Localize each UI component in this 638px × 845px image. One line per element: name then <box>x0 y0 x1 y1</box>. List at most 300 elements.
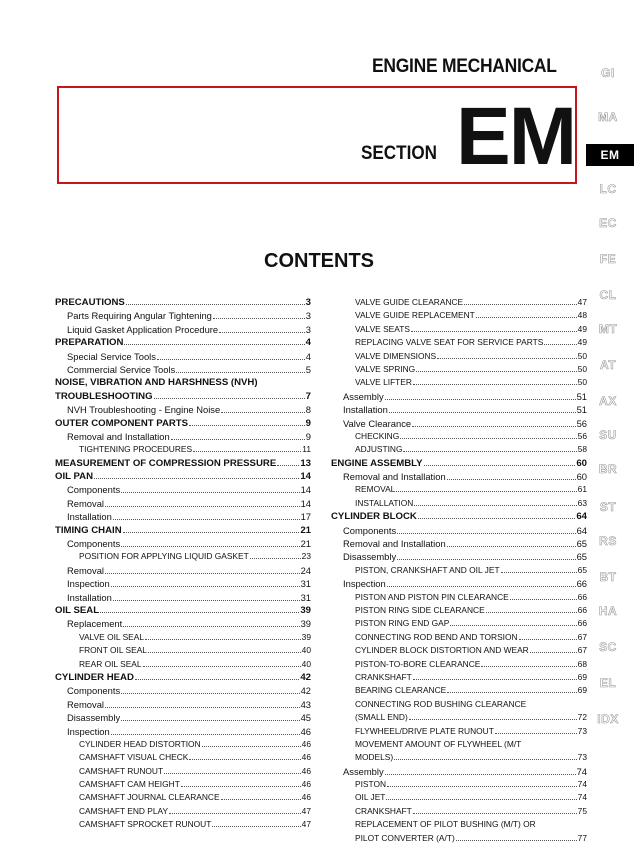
toc-entry-title: Removal <box>67 497 104 509</box>
toc-entry-page: 4 <box>305 337 311 349</box>
toc-entry-page: 49 <box>577 323 587 334</box>
toc-entry-title: Valve Clearance <box>343 417 412 429</box>
dot-leader <box>447 684 576 693</box>
dot-leader <box>164 765 301 774</box>
dot-leader <box>123 618 299 627</box>
toc-column-right <box>331 296 587 845</box>
toc-entry[interactable] <box>331 591 587 604</box>
toc-entry-page: 65 <box>576 551 587 563</box>
toc-entry[interactable] <box>331 524 587 537</box>
toc-entry-title: REMOVAL <box>355 484 396 495</box>
toc-entry[interactable] <box>55 658 311 671</box>
dot-leader <box>437 350 577 359</box>
dot-leader <box>113 511 300 520</box>
dot-leader <box>447 538 576 547</box>
toc-entry-page: 46 <box>301 752 311 763</box>
tab-gi[interactable]: GI <box>601 66 615 80</box>
tab-ha[interactable]: HA <box>598 604 618 618</box>
toc-entry-title: INSTALLATION <box>355 497 414 508</box>
toc-entry-page: 50 <box>577 350 587 361</box>
tab-el[interactable]: EL <box>599 676 617 690</box>
toc-entry-title: Installation <box>343 404 388 416</box>
dot-leader <box>413 671 577 680</box>
dot-leader <box>171 431 305 440</box>
toc-entry[interactable] <box>331 738 587 751</box>
toc-entry[interactable] <box>55 550 311 563</box>
toc-entry-page: 75 <box>577 805 587 816</box>
dot-leader <box>486 604 577 613</box>
toc-entry[interactable] <box>331 363 587 376</box>
toc-entry[interactable] <box>331 376 587 389</box>
toc-column-left <box>55 296 311 832</box>
toc-entry-page: 51 <box>576 404 587 416</box>
toc-entry[interactable] <box>55 604 311 617</box>
dot-leader <box>143 658 301 667</box>
toc-entry-page: 43 <box>300 698 311 710</box>
dot-leader <box>189 751 300 760</box>
toc-entry-title: VALVE SEATS <box>355 323 410 334</box>
tab-rs[interactable]: RS <box>599 534 617 548</box>
toc-entry-page: 46 <box>301 779 311 790</box>
toc-entry-page: 74 <box>576 765 587 777</box>
toc-entry-page: 4 <box>305 350 311 362</box>
dot-leader <box>450 617 576 626</box>
toc-entry[interactable] <box>55 591 311 604</box>
toc-entry-title: VALVE GUIDE REPLACEMENT <box>355 310 475 321</box>
toc-entry[interactable] <box>55 725 311 738</box>
toc-entry-title: CONNECTING ROD BUSHING CLEARANCE <box>355 698 527 709</box>
toc-entry[interactable] <box>55 805 311 818</box>
dot-leader <box>476 309 577 318</box>
toc-entry-page: 31 <box>300 578 311 590</box>
toc-entry-title: CYLINDER BLOCK DISTORTION AND WEAR <box>355 645 529 656</box>
toc-entry-title: Inspection <box>343 578 386 590</box>
toc-entry[interactable] <box>331 296 587 309</box>
toc-entry[interactable] <box>331 564 587 577</box>
dot-leader <box>181 778 301 787</box>
toc-entry-title: NVH Troubleshooting - Engine Noise <box>67 404 221 416</box>
toc-entry[interactable] <box>331 658 587 671</box>
toc-entry-page: 14 <box>300 484 311 496</box>
dot-leader <box>135 671 299 680</box>
toc-entry[interactable] <box>331 403 587 416</box>
tab-ax[interactable]: AX <box>599 394 617 408</box>
toc-entry-title: Liquid Gasket Application Procedure <box>67 323 219 335</box>
toc-entry-page: 46 <box>301 765 311 776</box>
toc-entry[interactable] <box>55 644 311 657</box>
manual-title: ENGINE MECHANICAL <box>372 56 557 77</box>
toc-entry-title: TIMING CHAIN <box>55 524 122 536</box>
dot-leader <box>510 591 577 600</box>
dot-leader <box>111 578 300 587</box>
toc-entry[interactable] <box>55 631 311 644</box>
toc-entry-title: VALVE LIFTER <box>355 377 412 388</box>
dot-leader <box>123 524 300 533</box>
toc-entry-page: 3 <box>305 310 311 322</box>
dot-leader <box>121 538 299 547</box>
tab-idx[interactable]: IDX <box>597 712 619 726</box>
dot-leader <box>145 631 301 640</box>
toc-entry-title: OIL PAN <box>55 471 94 483</box>
toc-entry-title: Disassembly <box>343 551 397 563</box>
dot-leader <box>148 644 301 653</box>
toc-entry[interactable] <box>55 443 311 456</box>
toc-entry[interactable] <box>331 443 587 456</box>
toc-entry[interactable] <box>55 363 311 376</box>
toc-entry-page: 39 <box>301 631 311 642</box>
toc-entry-title: OIL SEAL <box>55 604 100 616</box>
dot-leader <box>105 699 300 708</box>
toc-entry[interactable] <box>331 791 587 804</box>
toc-entry-page: 77 <box>577 832 587 843</box>
dot-leader <box>387 778 577 787</box>
toc-entry-page: 65 <box>577 564 587 575</box>
toc-entry[interactable] <box>55 323 311 336</box>
toc-entry-title: PISTON <box>355 779 387 790</box>
toc-entry-page: 8 <box>305 404 311 416</box>
toc-entry-page: 74 <box>577 779 587 790</box>
tab-su[interactable]: SU <box>599 428 617 442</box>
toc-entry[interactable] <box>55 510 311 523</box>
toc-entry[interactable] <box>55 350 311 363</box>
toc-entry-page: 64 <box>576 511 587 523</box>
toc-entry-title: ENGINE ASSEMBLY <box>331 457 423 469</box>
toc-entry-title: CYLINDER HEAD <box>55 671 134 683</box>
toc-entry-title: Removal and Installation <box>343 471 446 483</box>
toc-entry-page: 66 <box>576 578 587 590</box>
toc-entry[interactable] <box>331 604 587 617</box>
toc-entry[interactable] <box>55 738 311 751</box>
dot-leader <box>418 510 576 519</box>
dot-leader <box>397 551 575 560</box>
toc-entry-title: CAMSHAFT JOURNAL CLEARANCE <box>79 792 220 803</box>
dot-leader <box>219 324 305 333</box>
toc-entry[interactable] <box>55 524 311 537</box>
toc-entry[interactable] <box>55 577 311 590</box>
dot-leader <box>189 417 305 426</box>
toc-entry-page: 21 <box>300 524 311 536</box>
toc-entry[interactable] <box>55 818 311 831</box>
toc-entry-title: PISTON AND PISTON PIN CLEARANCE <box>355 591 509 602</box>
toc-entry-page: 66 <box>577 591 587 602</box>
toc-entry[interactable] <box>331 698 587 711</box>
tab-cl[interactable]: CL <box>599 288 617 302</box>
toc-entry-title: PISTON RING SIDE CLEARANCE <box>355 604 485 615</box>
toc-entry[interactable] <box>331 336 587 349</box>
toc-entry[interactable] <box>331 510 587 523</box>
toc-entry-page: 40 <box>301 645 311 656</box>
dot-leader <box>424 457 576 466</box>
toc-entry-page: 73 <box>577 752 587 763</box>
toc-entry-page: 58 <box>577 444 587 455</box>
toc-entry[interactable] <box>55 470 311 483</box>
toc-entry-title: Inspection <box>67 725 110 737</box>
toc-entry[interactable] <box>331 350 587 363</box>
toc-entry-title: CRANKSHAFT <box>355 805 412 816</box>
toc-entry[interactable] <box>331 323 587 336</box>
toc-entry-page: 68 <box>577 658 587 669</box>
toc-entry[interactable] <box>55 417 311 430</box>
toc-entry[interactable] <box>331 457 587 470</box>
dot-leader <box>105 565 300 574</box>
toc-entry-page: 48 <box>577 310 587 321</box>
contents-heading: CONTENTS <box>264 250 374 272</box>
toc-entry-page: 74 <box>577 792 587 803</box>
dot-leader <box>400 430 576 439</box>
dot-leader <box>397 525 575 534</box>
dot-leader <box>481 658 576 667</box>
toc-entry-title: PILOT CONVERTER (A/T) <box>355 832 455 843</box>
toc-entry-title: CONNECTING ROD BEND AND TORSION <box>355 631 518 642</box>
toc-entry-title: MOVEMENT AMOUNT OF FLYWHEEL (M/T <box>355 738 522 749</box>
toc-entry-title: MODELS) <box>355 752 394 763</box>
toc-entry-page: 14 <box>300 497 311 509</box>
toc-entry[interactable] <box>55 751 311 764</box>
toc-entry-title: Removal and Installation <box>343 538 446 550</box>
toc-entry-page: 61 <box>577 484 587 495</box>
toc-entry-title: MEASUREMENT OF COMPRESSION PRESSURE <box>55 457 277 469</box>
toc-entry[interactable] <box>331 778 587 791</box>
toc-entry-page: 60 <box>576 471 587 483</box>
tab-bt[interactable]: BT <box>599 570 617 584</box>
toc-entry[interactable] <box>55 336 311 349</box>
toc-entry[interactable] <box>331 818 587 831</box>
toc-entry[interactable] <box>331 537 587 550</box>
toc-entry-title: Components <box>67 538 121 550</box>
toc-entry-page: 47 <box>301 805 311 816</box>
tab-ma[interactable]: MA <box>598 110 618 124</box>
section-code: EM <box>456 91 575 182</box>
tab-mt[interactable]: MT <box>598 322 618 336</box>
tab-st[interactable]: ST <box>599 500 617 514</box>
toc-entry[interactable] <box>55 390 311 403</box>
toc-entry[interactable] <box>55 671 311 684</box>
toc-entry[interactable] <box>55 457 311 470</box>
toc-entry-page: 3 <box>305 297 311 308</box>
toc-entry-title: BEARING CLEARANCE <box>355 685 447 696</box>
toc-entry[interactable] <box>55 778 311 791</box>
toc-entry-title: VALVE DIMENSIONS <box>355 350 437 361</box>
dot-leader <box>126 296 305 305</box>
toc-entry-page: 64 <box>576 524 587 536</box>
toc-entry-page: 66 <box>577 604 587 615</box>
dot-leader <box>447 471 576 480</box>
toc-entry[interactable] <box>55 684 311 697</box>
toc-entry-title: PISTON-TO-BORE CLEARANCE <box>355 658 481 669</box>
dot-leader <box>385 766 576 775</box>
toc-entry-title: VALVE OIL SEAL <box>79 631 145 642</box>
toc-entry[interactable] <box>331 805 587 818</box>
toc-entry-title: CYLINDER HEAD DISTORTION <box>79 738 201 749</box>
toc-entry-page: 60 <box>576 457 587 469</box>
toc-entry[interactable] <box>331 309 587 322</box>
toc-entry-page: 69 <box>577 671 587 682</box>
toc-entry-page: 47 <box>577 297 587 307</box>
toc-entry-title: Special Service Tools <box>67 350 156 362</box>
toc-entry-page: 65 <box>576 538 587 550</box>
toc-entry-title: Removal <box>67 564 104 576</box>
toc-entry[interactable] <box>331 644 587 657</box>
toc-entry[interactable] <box>331 671 587 684</box>
toc-entry-title: Disassembly <box>67 712 121 724</box>
toc-entry-page: 39 <box>300 618 311 630</box>
toc-entry-title: VALVE GUIDE CLEARANCE <box>355 297 464 307</box>
toc-entry-page: 69 <box>577 685 587 696</box>
dot-leader <box>464 296 577 305</box>
toc-entry[interactable] <box>55 483 311 496</box>
toc-entry-page: 39 <box>300 604 311 616</box>
dot-leader <box>121 712 299 721</box>
toc-entry[interactable] <box>55 617 311 630</box>
tab-ec[interactable]: EC <box>599 216 617 230</box>
toc-entry-title: NOISE, VIBRATION AND HARSHNESS (NVH) <box>55 377 258 389</box>
toc-entry[interactable] <box>55 537 311 550</box>
toc-entry-page: 3 <box>305 323 311 335</box>
tab-lc[interactable]: LC <box>599 182 617 196</box>
toc-entry-title: Components <box>67 685 121 697</box>
toc-entry-page: 50 <box>577 363 587 374</box>
toc-entry-title: OUTER COMPONENT PARTS <box>55 417 189 429</box>
toc-entry[interactable] <box>55 791 311 804</box>
toc-entry-page: 40 <box>301 658 311 669</box>
toc-entry[interactable] <box>55 296 311 309</box>
toc-entry-page: 56 <box>577 430 587 441</box>
toc-entry-title: POSITION FOR APPLYING LIQUID GASKET <box>79 551 249 562</box>
toc-entry-title: Assembly <box>343 765 384 777</box>
toc-entry-title: Removal and Installation <box>67 430 170 442</box>
toc-entry-page: 42 <box>300 685 311 697</box>
toc-entry-title: CAMSHAFT VISUAL CHECK <box>79 752 189 763</box>
toc-entry-title: CYLINDER BLOCK <box>331 511 417 523</box>
dot-leader <box>111 726 300 735</box>
toc-entry[interactable] <box>331 417 587 430</box>
toc-entry-page: 23 <box>301 551 311 562</box>
dot-leader <box>386 791 576 800</box>
toc-entry[interactable] <box>331 684 587 697</box>
toc-entry-title: REPLACING VALVE SEAT FOR SERVICE PARTS <box>355 337 544 348</box>
dot-leader <box>389 404 576 413</box>
toc-entry-page: 63 <box>577 497 587 508</box>
toc-entry-page: 42 <box>300 671 311 683</box>
toc-entry[interactable] <box>55 430 311 443</box>
toc-entry[interactable] <box>331 497 587 510</box>
toc-entry[interactable] <box>331 617 587 630</box>
dot-leader <box>409 711 577 720</box>
toc-entry-title: PREPARATION <box>55 337 124 349</box>
dot-leader <box>121 685 299 694</box>
dot-leader <box>176 364 305 373</box>
toc-entry[interactable] <box>331 711 587 724</box>
dot-leader <box>456 832 577 841</box>
dot-leader <box>113 592 300 601</box>
dot-leader <box>385 391 576 400</box>
toc-entry-title: Installation <box>67 511 112 523</box>
toc-entry-page: 46 <box>301 792 311 803</box>
dot-leader <box>495 725 577 734</box>
toc-entry[interactable] <box>55 698 311 711</box>
toc-entry[interactable] <box>331 430 587 443</box>
toc-entry[interactable] <box>55 309 311 322</box>
tab-em[interactable]: EM <box>586 144 634 166</box>
toc-entry-page: 46 <box>301 738 311 749</box>
dot-leader <box>416 363 576 372</box>
toc-entry-title: REAR OIL SEAL <box>79 658 142 669</box>
dot-leader <box>193 443 301 452</box>
toc-entry-title: TROUBLESHOOTING <box>55 390 153 402</box>
tab-at[interactable]: AT <box>599 358 617 372</box>
toc-entry[interactable] <box>55 711 311 724</box>
dot-leader <box>157 351 305 360</box>
toc-entry-title: Parts Requiring Angular Tightening <box>67 310 212 322</box>
dot-leader <box>94 470 299 479</box>
tab-br[interactable]: BR <box>598 462 618 476</box>
toc-entry[interactable] <box>331 483 587 496</box>
toc-entry-title: FLYWHEEL/DRIVE PLATE RUNOUT <box>355 725 494 736</box>
dot-leader <box>121 484 299 493</box>
dot-leader <box>221 404 305 413</box>
toc-entry[interactable] <box>331 550 587 563</box>
toc-entry-page: 7 <box>305 390 311 402</box>
toc-entry[interactable] <box>331 832 587 845</box>
dot-leader <box>413 805 577 814</box>
dot-leader <box>403 443 576 452</box>
toc-entry-title: OIL JET <box>355 792 386 803</box>
toc-entry[interactable] <box>331 631 587 644</box>
toc-entry-title: Replacement <box>67 618 123 630</box>
toc-entry-page: 47 <box>301 819 311 830</box>
dot-leader <box>519 631 577 640</box>
toc-entry[interactable] <box>331 765 587 778</box>
toc-entry-title: Removal <box>67 698 104 710</box>
toc-entry-page: 14 <box>300 471 311 483</box>
toc-entry-title: CAMSHAFT SPROCKET RUNOUT <box>79 819 212 830</box>
toc-entry[interactable] <box>55 497 311 510</box>
dot-leader <box>250 550 301 559</box>
dot-leader <box>414 497 576 506</box>
toc-entry-page: 17 <box>300 511 311 523</box>
toc-entry-page: 24 <box>300 564 311 576</box>
toc-entry[interactable] <box>331 470 587 483</box>
tab-fe[interactable]: FE <box>599 252 617 266</box>
toc-entry-title: TIGHTENING PROCEDURES <box>79 444 193 455</box>
toc-entry-page: 9 <box>305 417 311 429</box>
dot-leader <box>169 805 301 814</box>
toc-entry-page: 72 <box>577 712 587 723</box>
toc-entry[interactable] <box>55 403 311 416</box>
dot-leader <box>154 390 305 399</box>
dot-leader <box>411 323 577 332</box>
dot-leader <box>202 738 301 747</box>
toc-entry[interactable] <box>331 390 587 403</box>
tab-sc[interactable]: SC <box>599 640 617 654</box>
toc-entry-title: Commercial Service Tools <box>67 363 176 375</box>
toc-entry-title: VALVE SPRING <box>355 363 416 374</box>
toc-entry[interactable] <box>331 577 587 590</box>
toc-entry[interactable] <box>331 725 587 738</box>
toc-entry[interactable] <box>55 376 311 389</box>
dot-leader <box>277 457 299 466</box>
toc-entry-page: 11 <box>302 444 311 455</box>
toc-entry-page: 9 <box>305 430 311 442</box>
toc-entry-title: CAMSHAFT CAM HEIGHT <box>79 779 180 790</box>
toc-entry-title: PISTON RING END GAP <box>355 618 450 629</box>
toc-entry[interactable] <box>55 765 311 778</box>
toc-entry-title: Components <box>343 524 397 536</box>
toc-entry-page: 51 <box>576 390 587 402</box>
dot-leader <box>105 498 300 507</box>
toc-entry[interactable] <box>331 751 587 764</box>
toc-entry[interactable] <box>55 564 311 577</box>
